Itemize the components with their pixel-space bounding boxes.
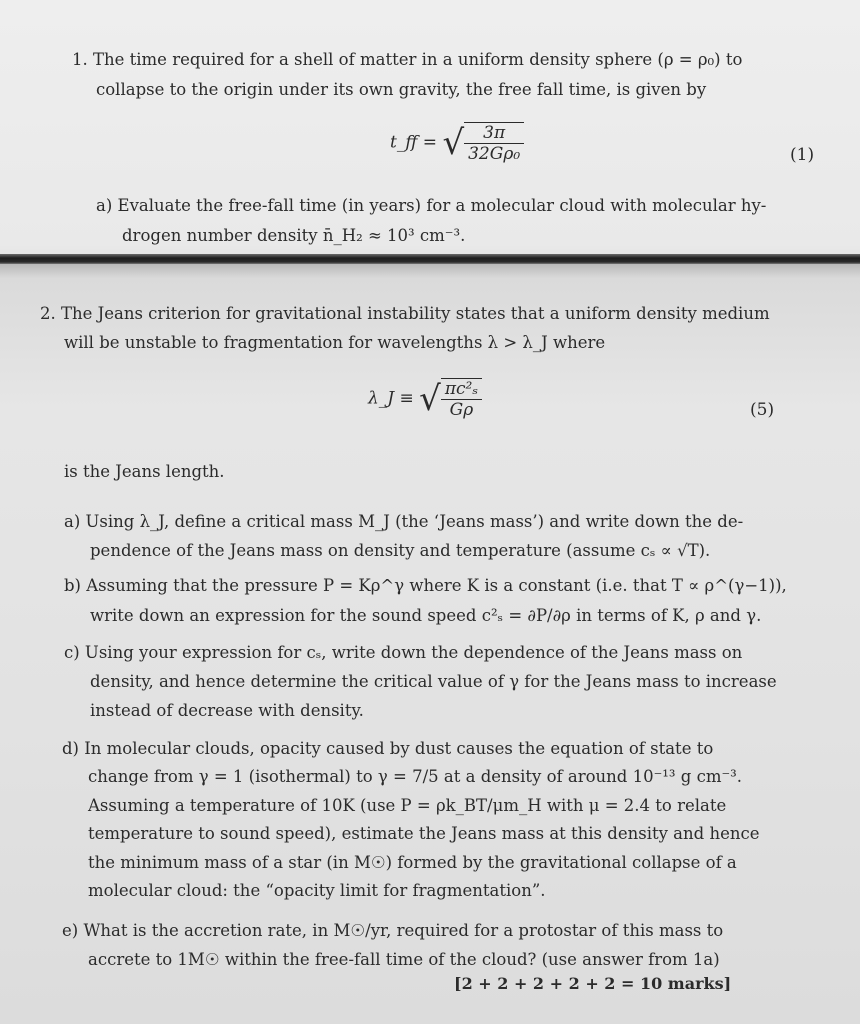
q2-equation-number: (5) — [750, 400, 775, 420]
q2b-line-1: b) Assuming that the pressure P = Kρ^γ where K is a constant (i.e. that T ∝ ρ^(γ−1)), — [64, 576, 787, 595]
q2d-line-5: the minimum mass of a star (in M☉) formed by the gravitational collapse of a — [88, 853, 737, 872]
q2c-line-3: instead of decrease with density. — [90, 701, 364, 720]
q2-line-1: 2. The Jeans criterion for gravitational instability states that a uniform density medium — [40, 304, 770, 323]
q1a-line-1: a) Evaluate the free-fall time (in years) for a molecular cloud with molecular hy- — [96, 196, 767, 215]
q2-jeans-length-text: is the Jeans length. — [64, 462, 225, 481]
q2-equation-denominator: Gρ — [449, 400, 474, 420]
q2-line-2: will be unstable to fragmentation for wavelengths λ > λ_J where — [64, 333, 606, 352]
q2c-line-1: c) Using your expression for cₛ, write down the dependence of the Jeans mass on — [64, 643, 743, 662]
q2d-line-6: molecular cloud: the “opacity limit for fragmentation”. — [88, 881, 546, 900]
q1-equation-denominator: 32Gρ₀ — [468, 144, 521, 164]
q1-equation-numerator: 3π — [464, 123, 524, 144]
q2e-line-2: accrete to 1M☉ within the free-fall time of the cloud? (use answer from 1a) — [88, 950, 720, 969]
q1-line-2: collapse to the origin under its own gravity, the free fall time, is given by — [96, 80, 707, 99]
q2a-line-2: pendence of the Jeans mass on density and temperature (assume cₛ ∝ √T). — [90, 541, 711, 560]
q2e-line-1: e) What is the accretion rate, in M☉/yr, required for a protostar of this mass to — [62, 921, 724, 940]
q1-free-fall-equation — [390, 122, 524, 164]
q2-equation-lhs: λ_J ≡ — [368, 388, 414, 409]
q2d-line-2: change from γ = 1 (isothermal) to γ = 7/5 at a density of around 10⁻¹³ g cm⁻³. — [88, 767, 743, 786]
q2d-line-4: temperature to sound speed), estimate the Jeans mass at this density and hence — [88, 824, 760, 843]
fold-shadow — [0, 264, 860, 278]
q2d-line-1: d) In molecular clouds, opacity caused by dust causes the equation of state to — [62, 739, 714, 758]
marks-total: [2 + 2 + 2 + 2 + 2 = 10 marks] — [454, 974, 732, 993]
q2-equation-numerator: πc²ₛ — [441, 379, 482, 400]
q1-line-1: 1. The time required for a shell of matter in a uniform density sphere (ρ = ρ₀) to — [72, 50, 743, 69]
q2a-line-1: a) Using λ_J, define a critical mass M_J (the ‘Jeans mass’) and write down the de- — [64, 512, 744, 531]
q1-equation-lhs: t_ff = — [390, 132, 438, 153]
q2d-line-3: Assuming a temperature of 10K (use P = ρk_BT/μm_H with μ = 2.4 to relate — [88, 796, 727, 815]
q2-jeans-length-equation — [368, 378, 482, 420]
q1-sqrt: √ $\frac{3\pi}{\text{32Gρ₀}}$ — [442, 122, 524, 164]
q1-equation-number: (1) — [790, 145, 815, 165]
q2-sqrt: √ $\frac{\text{πc²ₛ}}{G\rho}$ — [419, 378, 482, 420]
page-fold-divider — [0, 254, 860, 264]
q1a-line-2: drogen number density n̄_H₂ ≈ 10³ cm⁻³. — [122, 226, 466, 245]
q2b-line-2: write down an expression for the sound speed c²ₛ = ∂P/∂ρ in terms of K, ρ and γ. — [90, 606, 762, 625]
q2c-line-2: density, and hence determine the critical value of γ for the Jeans mass to increase — [90, 672, 777, 691]
